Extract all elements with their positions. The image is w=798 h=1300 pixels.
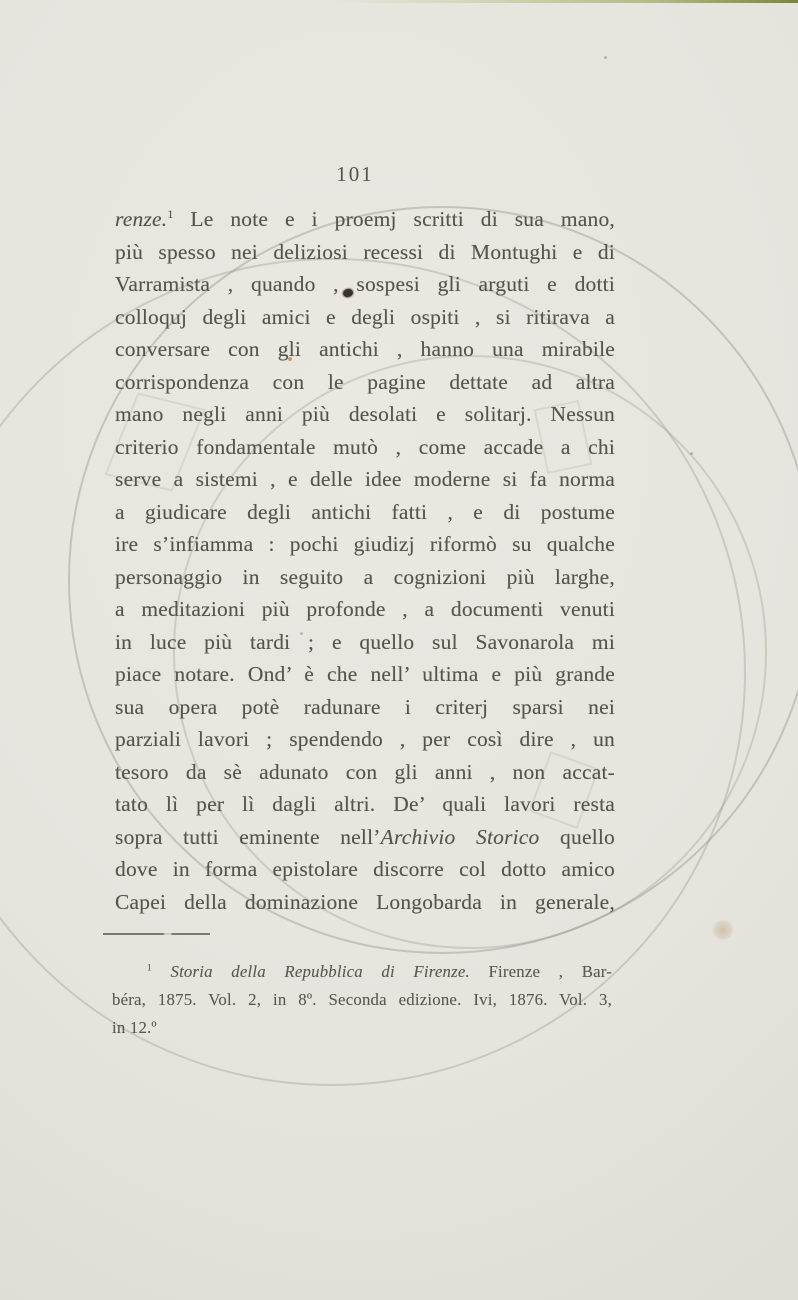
text-line	[112, 986, 612, 1014]
text-line	[115, 463, 615, 496]
text-segment: Le note e i proemj scritti di sua mano,	[173, 207, 615, 231]
text-line	[115, 398, 615, 431]
text-line	[115, 301, 615, 334]
paper-speck	[604, 56, 607, 59]
text-segment: Varramista , quando , sospesi gli arguti e dotti	[115, 272, 615, 296]
text-segment: mano negli anni più desolati e solitarj. Nessun	[115, 402, 615, 426]
text-segment: in 12.º	[112, 1018, 157, 1037]
scan-edge-artifact	[0, 0, 798, 3]
text-segment: a meditazioni più profonde , a documenti venuti	[115, 597, 615, 621]
text-line	[115, 268, 615, 301]
text-line	[115, 528, 615, 561]
text-line	[115, 723, 615, 756]
text-segment: tato lì per lì dagli altri. De’ quali lavori resta	[115, 792, 615, 816]
text-line	[115, 821, 615, 854]
text-segment: colloquj degli amici e degli ospiti , si ritirava a	[115, 304, 615, 329]
text-segment: criterio fondamentale mutò , come accade a chi	[115, 434, 615, 459]
text-segment: sua opera potè radunare i criterj sparsi nei	[115, 694, 615, 719]
text-line	[115, 561, 615, 594]
text-line	[115, 886, 615, 919]
italic-text: renze.	[115, 207, 168, 231]
text-line	[115, 691, 615, 724]
text-line	[115, 593, 615, 626]
text-segment: conversare con gli antichi , hanno una mirabile	[115, 337, 615, 361]
text-segment: più spesso nei deliziosi recessi di Montughi e di	[115, 239, 615, 264]
text-line	[115, 658, 615, 691]
text-line	[115, 496, 615, 529]
text-line	[115, 366, 615, 399]
text-segment: tesoro da sè adunato con gli anni , non accat-	[115, 759, 615, 784]
text-segment: personaggio in seguito a cognizioni più larghe,	[115, 564, 615, 589]
text-segment: parziali lavori ; spendendo , per così dire , un	[115, 727, 615, 751]
text-segment: sopra tutti eminente nell’	[115, 824, 381, 849]
text-segment: Capei della dominazione Longobarda in generale,	[115, 889, 615, 914]
text-segment: piace notare. Ond’ è che nell’ ultima e più grande	[115, 662, 615, 686]
text-line	[115, 626, 615, 659]
body-text	[115, 203, 615, 918]
italic-text: Archivio Storico	[380, 824, 540, 849]
text-line	[115, 333, 615, 366]
text-line	[115, 431, 615, 464]
text-line	[115, 853, 615, 886]
text-segment: béra, 1875. Vol. 2, in 8º. Seconda edizione. Ivi, 1876. Vol. 3,	[112, 990, 612, 1009]
text-line	[112, 958, 612, 986]
text-segment	[152, 962, 171, 981]
text-segment: a giudicare degli antichi fatti , e di postume	[115, 499, 615, 524]
text-segment: quello	[539, 824, 615, 849]
text-line	[112, 1014, 612, 1042]
text-line	[115, 236, 615, 269]
page-number: 101	[336, 162, 374, 186]
footnote-reference: 1	[167, 206, 174, 221]
text-line	[115, 203, 615, 236]
text-segment: serve a sistemi , e delle idee moderne si fa norma	[115, 467, 615, 491]
text-segment: ire s’infiamma : pochi giudizj riformò su qualche	[115, 532, 615, 556]
text-segment: corrispondenza con le pagine dettate ad altra	[115, 369, 615, 394]
paper-stain	[712, 920, 734, 940]
text-segment: Firenze , Bar-	[469, 962, 612, 981]
footnote-reference: 1	[147, 963, 152, 974]
italic-text: Storia della Repubblica di Firenze.	[170, 962, 470, 981]
footnote-separator	[103, 933, 210, 935]
text-segment: dove in forma epistolare discorre col dotto amico	[115, 857, 615, 881]
text-line	[115, 788, 615, 821]
footnote-text	[112, 958, 612, 1042]
text-segment: in luce più tardi ; e quello sul Savonarola mi	[115, 629, 615, 654]
text-line	[115, 756, 615, 789]
paper-speck	[690, 452, 693, 455]
